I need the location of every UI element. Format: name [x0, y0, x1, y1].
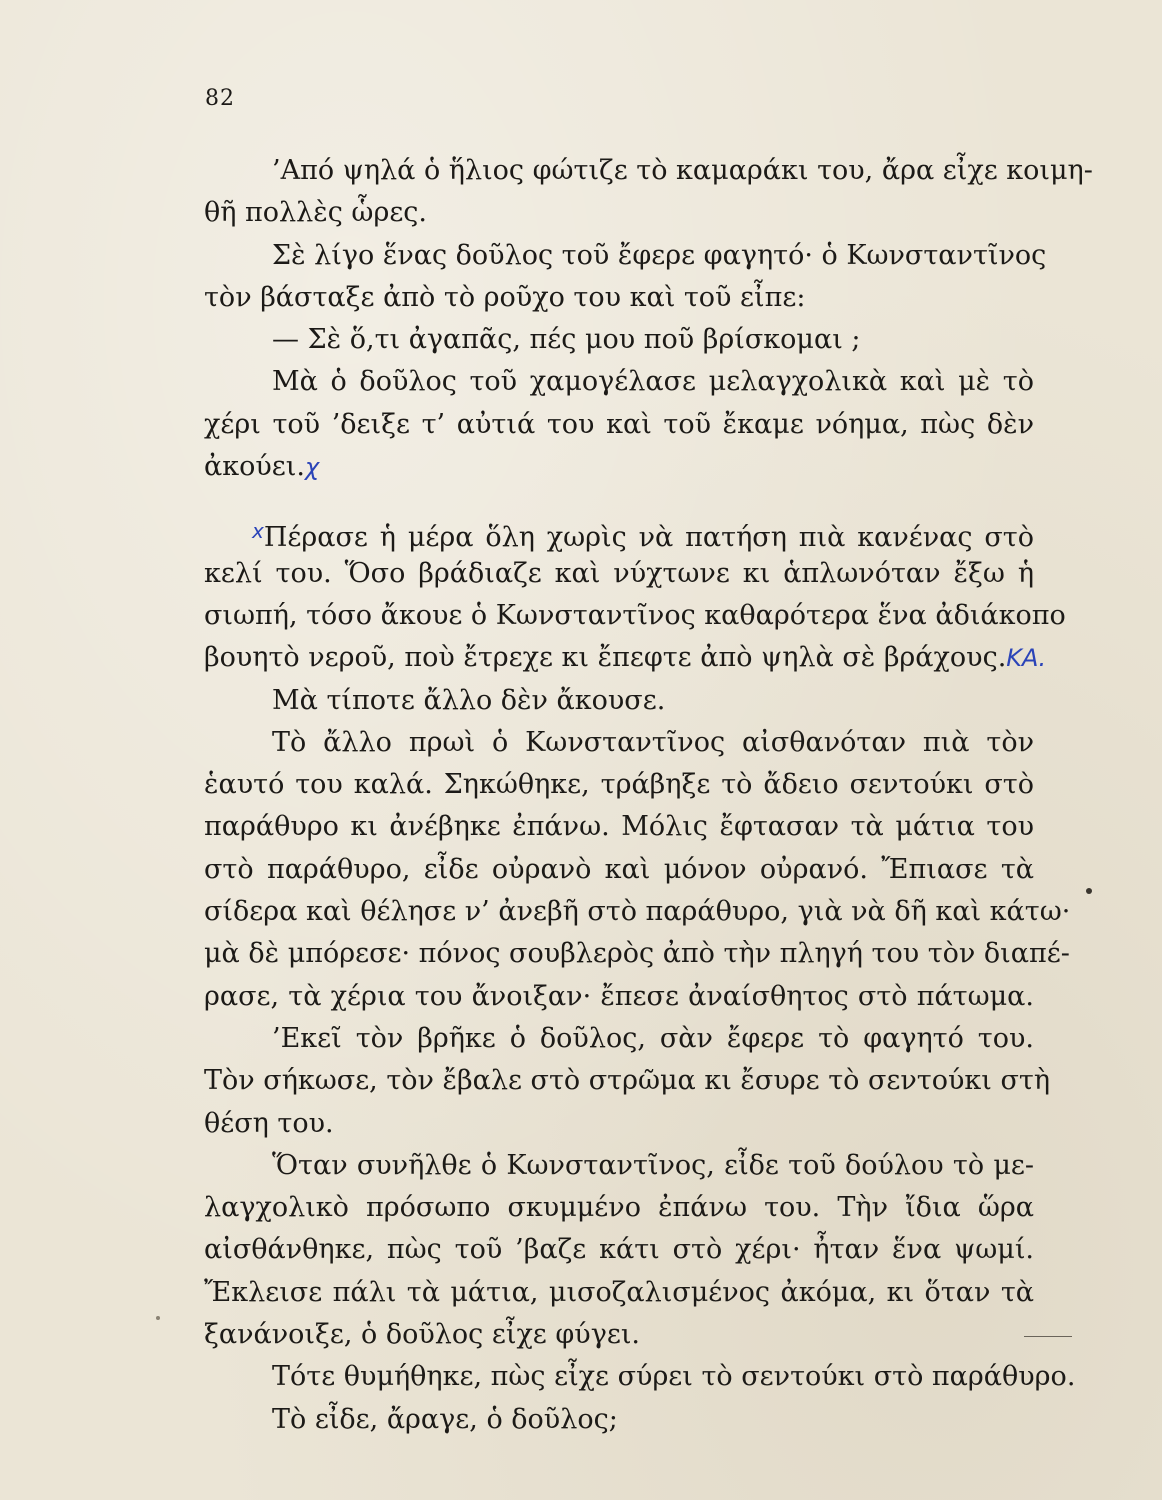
text-line-content: βουητὸ νεροῦ, ποὺ ἔτρεχε κι ἔπεφτε ἀπὸ ψηλὰ σὲ βράχους. — [204, 642, 1007, 674]
text-line: Τότε θυμήθηκε, πὼς εἶχε σύρει τὸ σεντούκι στὸ παράθυρο. — [272, 1361, 1076, 1393]
text-line: λαγχολικὸ πρόσωπο σκυμμένο ἐπάνω του. Τὴν ἴδια ὥρα — [204, 1192, 1034, 1224]
text-line: στὸ παράθυρο, εἶδε οὐρανὸ καὶ μόνον οὐρανό. Ἔπιασε τὰ — [204, 853, 1034, 885]
paragraph-gap — [204, 488, 1034, 510]
text-line: Ὅταν συνῆλθε ὁ Κωνσταντῖνος, εἶδε τοῦ δούλου τὸ με- — [272, 1149, 1034, 1181]
text-line-with-mark — [204, 510, 1034, 552]
text-line: ’Εκεῖ τὸν βρῆκε ὁ δοῦλος, σὰν ἔφερε τὸ φαγητό του. — [272, 1022, 1034, 1054]
text-line: κελί του. Ὅσο βράδιαζε καὶ νύχτωνε κι ἁπλωνόταν ἔξω ἡ — [204, 557, 1034, 589]
text-line: Τὸν σήκωσε, τὸν ἔβαλε στὸ στρῶμα κι ἔσυρε τὸ σεντούκι στὴ — [204, 1065, 1050, 1097]
dialogue-line: — Σὲ ὅ,τι ἀγαπᾶς, πές μου ποῦ βρίσκομαι ; — [272, 324, 861, 356]
text-line: ἑαυτό του καλά. Σηκώθηκε, τράβηξε τὸ ἄδειο σεντούκι στὸ — [204, 769, 1034, 801]
text-line: θῆ πολλὲς ὧρες. — [204, 197, 428, 229]
page-number: 82 — [205, 86, 235, 111]
paper-speck — [156, 1316, 160, 1320]
text-line: χέρι τοῦ ’δειξε τ’ αὐτιά του καὶ τοῦ ἔκαμε νόημα, πὼς δὲν — [204, 408, 1034, 440]
handwritten-x-mark: χ — [304, 453, 320, 482]
text-line: ρασε, τὰ χέρια του ἄνοιξαν· ἔπεσε ἀναίσθητος στὸ πάτωμα. — [204, 980, 1034, 1012]
handwritten-ka-mark: ΚΑ. — [1006, 644, 1047, 673]
text-line: Τὸ εἶδε, ἄραγε, ὁ δοῦλος; — [272, 1403, 618, 1435]
text-line: σίδερα καὶ θέλησε ν’ ἀνεβῆ στὸ παράθυρο, γιὰ νὰ δῆ καὶ κάτω· — [204, 896, 1071, 928]
text-line: σιωπή, τόσο ἄκουε ὁ Κωνσταντῖνος καθαρότερα ἕνα ἀδιάκοπο — [204, 599, 1066, 631]
text-line: ’Από ψηλά ὁ ἥλιος φώτιζε τὸ καμαράκι του, ἄρα εἶχε κοιμη- — [272, 155, 1093, 186]
text-line: τὸν βάσταξε ἀπὸ τὸ ροῦχο του καὶ τοῦ εἶπε: — [204, 281, 806, 313]
text-line-content: ἀκούει. — [204, 451, 305, 483]
text-line: Μὰ ὁ δοῦλος τοῦ χαμογέλασε μελαγχολικὰ καὶ μὲ τὸ — [272, 366, 1034, 398]
text-line: αἰσθάνθηκε, πὼς τοῦ ’βαζε κάτι στὸ χέρι· ἦταν ἕνα ψωμί. — [204, 1234, 1034, 1266]
text-line: παράθυρο κι ἀνέβηκε ἐπάνω. Μόλις ἔφτασαν τὰ μάτια του — [204, 811, 1034, 843]
margin-pencil-line — [1024, 1336, 1072, 1337]
text-line-with-mark — [204, 637, 1047, 679]
text-line: θέση του. — [204, 1107, 334, 1139]
text-line-content: Πέρασε ἡ μέρα ὅλη χωρὶς νὰ πατήση πιὰ κανένας στὸ — [263, 522, 1034, 554]
text-line-with-mark — [204, 446, 1034, 488]
text-line: Σὲ λίγο ἕνας δοῦλος τοῦ ἔφερε φαγητό· ὁ Κωνσταντῖνος — [272, 239, 1047, 271]
paper-speck — [1086, 888, 1092, 894]
text-line: Τὸ ἄλλο πρωὶ ὁ Κωνσταντῖνος αἰσθανόταν πιὰ τὸν — [272, 726, 1034, 758]
text-line: Μὰ τίποτε ἄλλο δὲν ἄκουσε. — [272, 684, 666, 716]
body-text — [204, 150, 1093, 1441]
text-line: μὰ δὲ μπόρεσε· πόνος σουβλερὸς ἀπὸ τὴν πληγή του τὸν διαπέ- — [204, 938, 1070, 970]
text-line: Ἔκλεισε πάλι τὰ μάτια, μισοζαλισμένος ἀκόμα, κι ὅταν τὰ — [204, 1276, 1034, 1308]
handwritten-x-mark: x — [252, 519, 264, 544]
text-line: ξανάνοιξε, ὁ δοῦλος εἶχε φύγει. — [204, 1319, 640, 1351]
